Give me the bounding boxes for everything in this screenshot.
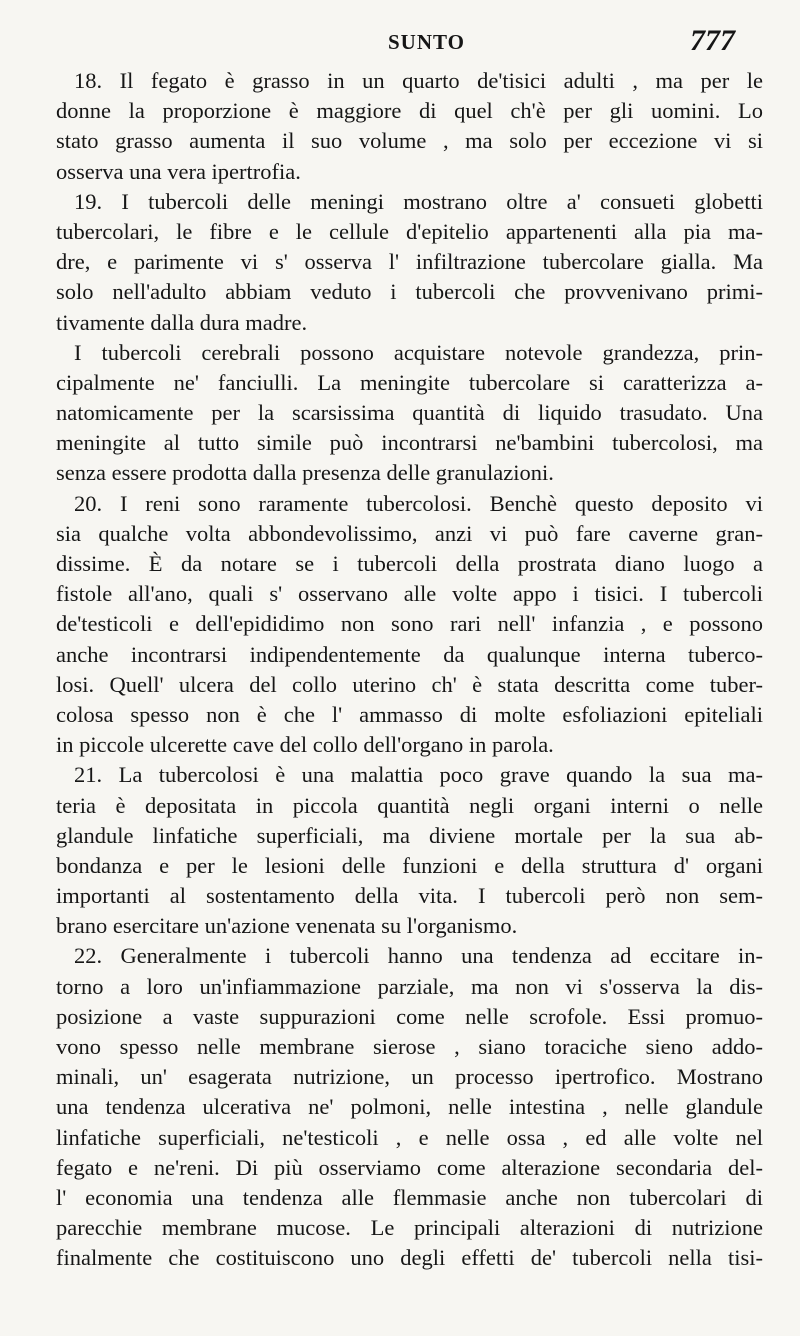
text-line: parecchie membrane mucose. Le principali alterazioni di nutrizione <box>56 1215 763 1241</box>
text-line: 21. La tubercolosi è una malattia poco grave quando la sua ma- <box>74 762 763 788</box>
text-line: importanti al sostentamento della vita. I tubercoli però non sem- <box>56 883 763 909</box>
text-line: sia qualche volta abbondevolissimo, anzi vi può fare caverne gran- <box>56 520 763 546</box>
text-line: senza essere prodotta dalla presenza delle granulazioni. <box>56 460 554 486</box>
text-line: meningite al tutto simile può incontrarsi ne'bambini tubercolosi, ma <box>56 430 763 456</box>
text-line: 22. Generalmente i tubercoli hanno una tendenza ad eccitare in- <box>74 943 763 969</box>
text-line: bondanza e per le lesioni delle funzioni e della struttura d' organi <box>56 852 763 878</box>
text-line: anche incontrarsi indipendentemente da qualunque interna tuberco- <box>56 641 763 667</box>
text-line: colosa spesso non è che l' ammasso di molte esfoliazioni epiteliali <box>56 701 763 727</box>
text-line: minali, un' esagerata nutrizione, un processo ipertrofico. Mostrano <box>56 1064 763 1090</box>
text-line: teria è depositata in piccola quantità negli organi interni o nelle <box>56 792 763 818</box>
text-line: torno a loro un'infiammazione parziale, ma non vi s'osserva la dis- <box>56 973 763 999</box>
text-line: una tendenza ulcerativa ne' polmoni, nelle intestina , nelle glandule <box>56 1094 763 1120</box>
text-line: l' economia una tendenza alle flemmasie anche non tubercolari di <box>56 1184 763 1210</box>
text-line: vono spesso nelle membrane sierose , siano toraciche sieno addo- <box>56 1034 763 1059</box>
page-number: 777 <box>690 24 735 57</box>
text-line: fistole all'ano, quali s' osservano alle volte appo i tisici. I tubercoli <box>56 581 763 607</box>
text-line: 19. I tubercoli delle meningi mostrano oltre a' consueti globetti <box>74 188 763 214</box>
text-line: cipalmente ne' fanciulli. La meningite tubercolare si caratterizza a- <box>56 369 763 395</box>
text-line: linfatiche superficiali, ne'testicoli , e nelle ossa , ed alle volte nel <box>56 1124 763 1150</box>
text-line: tubercolari, le fibre e le cellule d'epitelio appartenenti alla pia ma- <box>56 218 763 244</box>
page-header <box>0 24 800 70</box>
text-line: 20. I reni sono raramente tubercolosi. Benchè questo deposito vi <box>74 490 763 516</box>
text-line: solo nell'adulto abbiam veduto i tubercoli che provvenivano primi- <box>56 279 763 305</box>
text-line: 18. Il fegato è grasso in un quarto de'tisici adulti , ma per le <box>74 68 763 93</box>
text-line: natomicamente per la scarsissima quantità di liquido trasudato. Una <box>56 400 763 426</box>
text-line: de'testicoli e dell'epididimo non sono rari nell' infanzia , e possono <box>56 611 763 637</box>
text-line: I tubercoli cerebrali possono acquistare notevole grandezza, prin- <box>74 339 763 365</box>
text-line: stato grasso aumenta il suo volume , ma solo per eccezione vi si <box>56 128 763 154</box>
text-line: losi. Quell' ulcera del collo uterino ch' è stata descritta come tuber- <box>56 671 763 697</box>
text-line: posizione a vaste suppurazioni come nelle scrofole. Essi promuo- <box>56 1003 763 1029</box>
text-line: finalmente che costituiscono uno degli effetti de' tubercoli nella tisi- <box>56 1245 763 1271</box>
text-line: dissime. È da notare se i tubercoli della prostrata diano luogo a <box>56 551 763 576</box>
text-line: fegato e ne'reni. Di più osserviamo come alterazione secondaria del- <box>56 1154 763 1180</box>
running-head: SUNTO <box>388 30 465 54</box>
text-line: osserva una vera ipertrofia. <box>56 158 301 184</box>
text-line: tivamente dalla dura madre. <box>56 309 308 335</box>
text-line: brano esercitare un'azione venenata su l'organismo. <box>56 913 518 939</box>
text-line: donne la proporzione è maggiore di quel ch'è per gli uomini. Lo <box>56 98 763 124</box>
body-text <box>56 66 763 1274</box>
text-line: dre, e parimente vi s' osserva l' infiltrazione tubercolare gialla. Ma <box>56 249 763 275</box>
text-line: in piccole ulcerette cave del collo dell'organo in parola. <box>56 732 554 758</box>
text-line: glandule linfatiche superficiali, ma diviene mortale per la sua ab- <box>56 822 763 848</box>
